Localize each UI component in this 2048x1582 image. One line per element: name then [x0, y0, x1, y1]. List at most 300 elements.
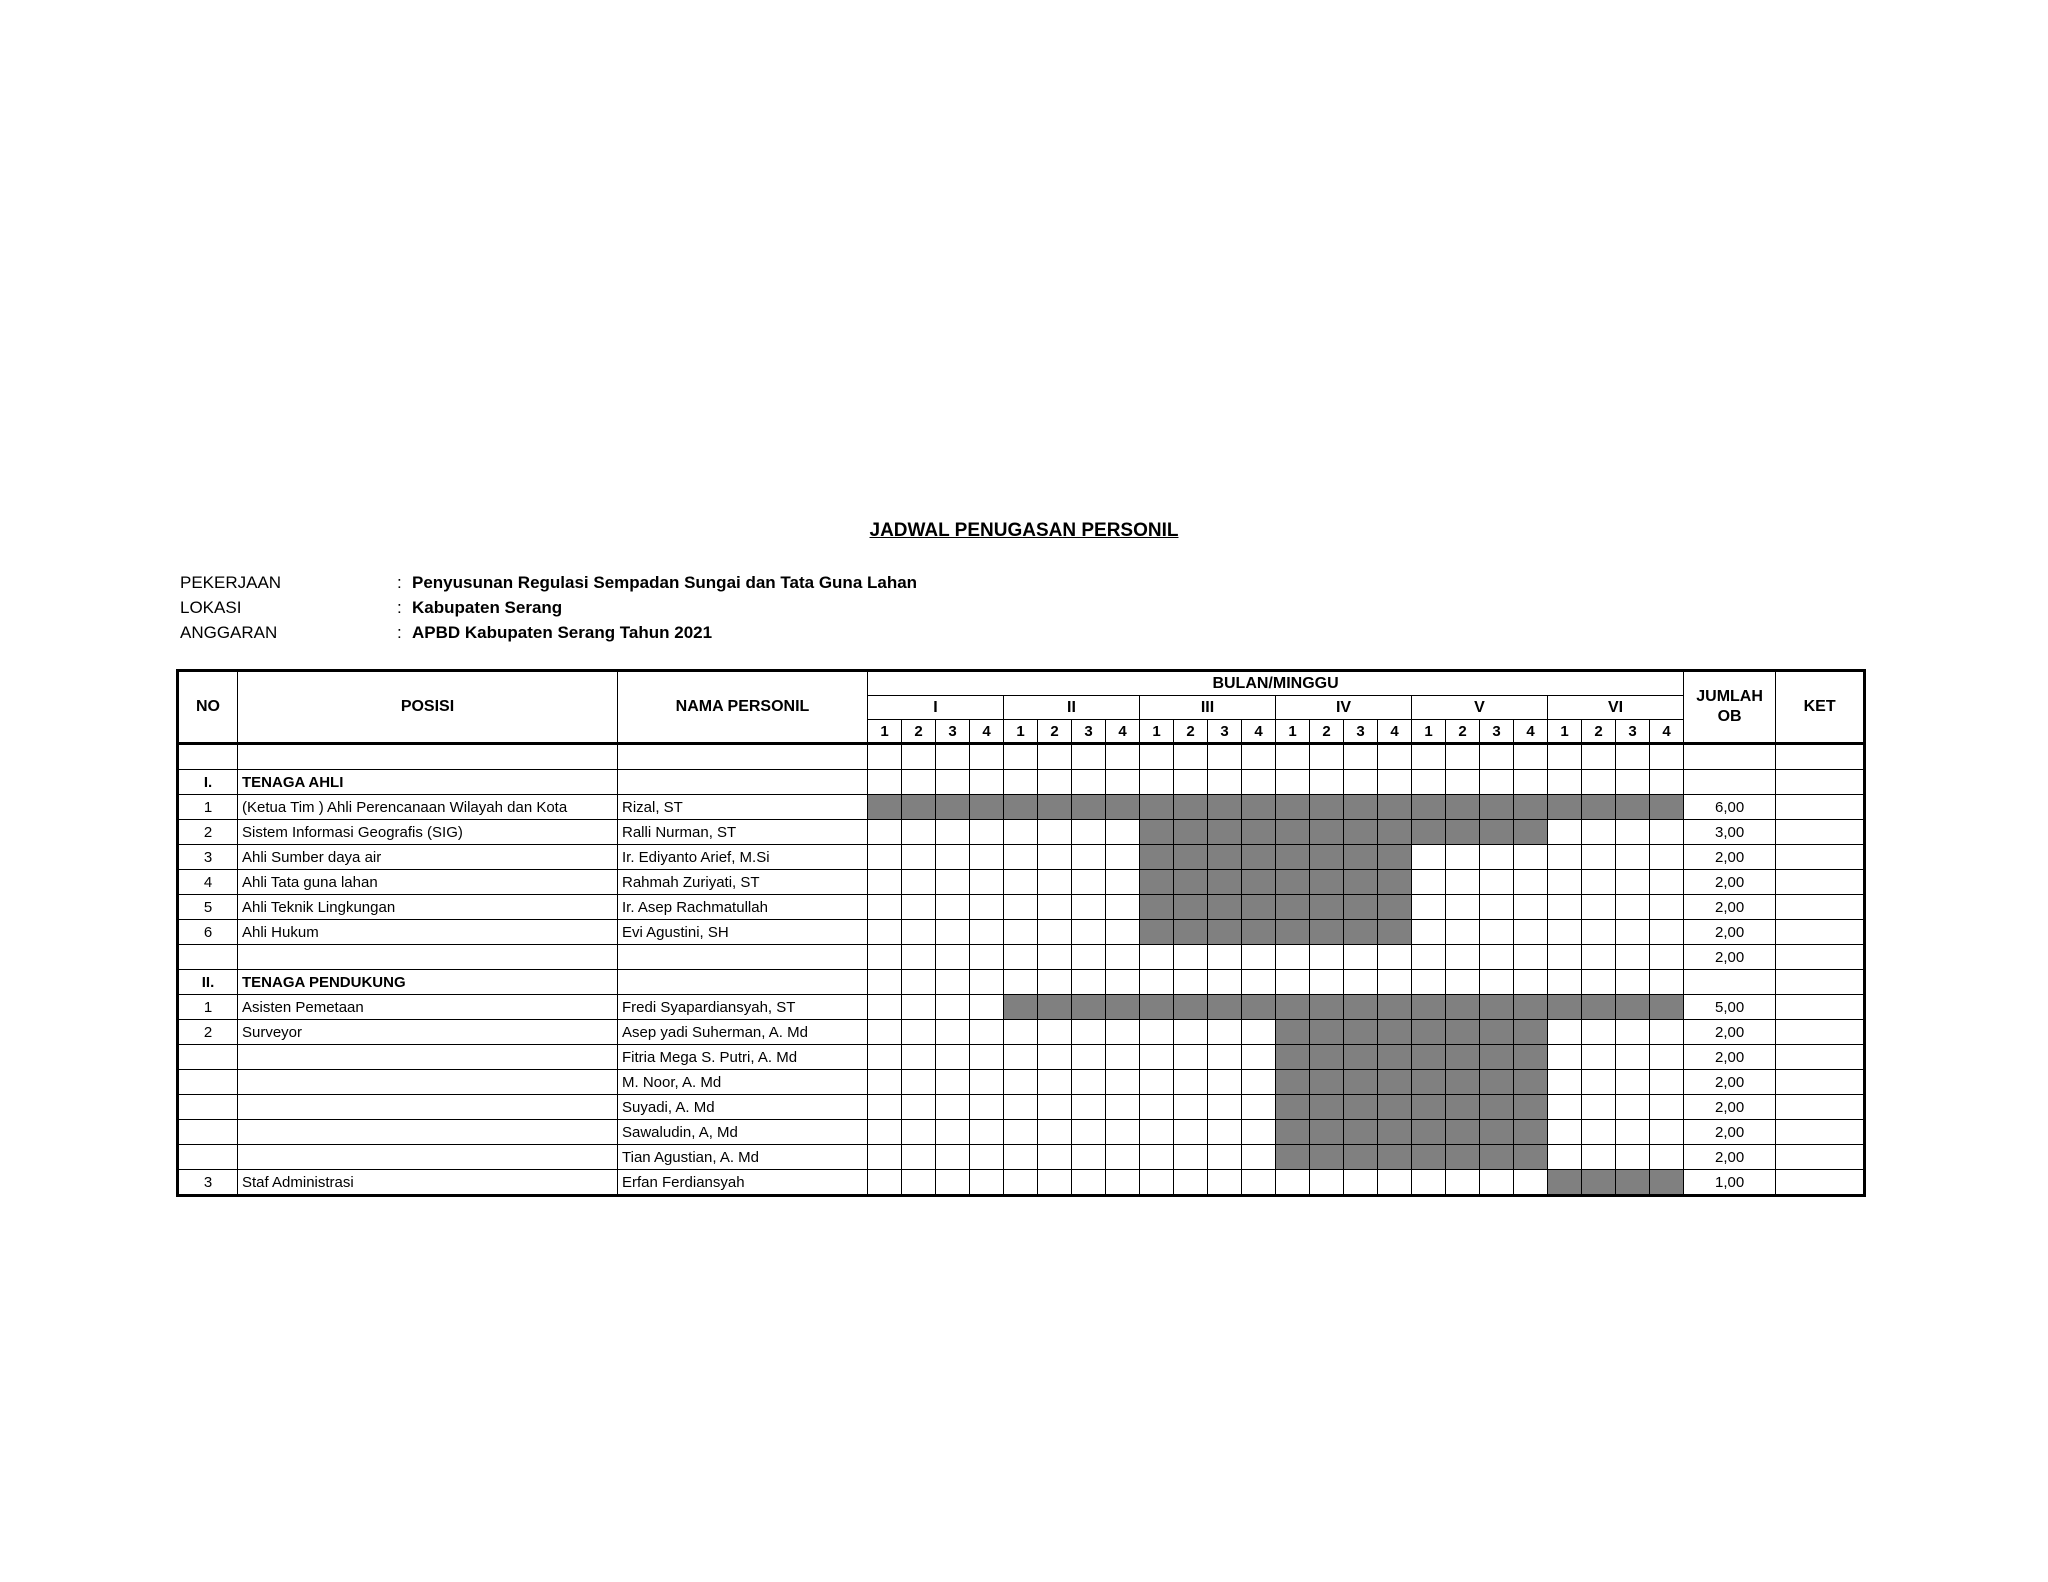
schedule-cell	[868, 970, 902, 995]
schedule-cell-active	[1276, 820, 1310, 845]
cell-ket	[1776, 845, 1865, 870]
schedule-cell	[1514, 920, 1548, 945]
schedule-cell-active	[1242, 795, 1276, 820]
cell-jumlah-ob: 6,00	[1684, 795, 1776, 820]
schedule-cell	[1582, 870, 1616, 895]
schedule-cell	[936, 1095, 970, 1120]
schedule-cell	[1412, 870, 1446, 895]
month-header: I	[868, 696, 1004, 720]
schedule-cell	[1140, 1095, 1174, 1120]
table-row	[178, 1120, 1865, 1145]
schedule-cell	[868, 920, 902, 945]
week-header: 1	[868, 720, 902, 744]
schedule-cell	[936, 920, 970, 945]
table-row	[178, 995, 1865, 1020]
schedule-cell	[902, 1095, 936, 1120]
schedule-cell-active	[1174, 845, 1208, 870]
schedule-cell-active	[1276, 845, 1310, 870]
cell-ket	[1776, 1070, 1865, 1095]
schedule-cell-active	[1514, 1095, 1548, 1120]
schedule-cell	[1378, 1170, 1412, 1196]
schedule-cell	[902, 1070, 936, 1095]
schedule-cell	[902, 1170, 936, 1196]
schedule-cell	[1242, 970, 1276, 995]
cell-no: 3	[178, 1170, 238, 1196]
schedule-cell-active	[1310, 1045, 1344, 1070]
schedule-cell	[1446, 970, 1480, 995]
schedule-cell	[1480, 770, 1514, 795]
schedule-cell-active	[1514, 1020, 1548, 1045]
schedule-cell	[1208, 1170, 1242, 1196]
schedule-cell-active	[1514, 1045, 1548, 1070]
schedule-cell	[868, 1095, 902, 1120]
schedule-cell	[1344, 770, 1378, 795]
schedule-cell	[1650, 1045, 1684, 1070]
header-no: NO	[178, 671, 238, 744]
schedule-cell-active	[1310, 1145, 1344, 1170]
schedule-cell	[868, 1020, 902, 1045]
schedule-cell	[1650, 1145, 1684, 1170]
cell-nama-personil: Rahmah Zuriyati, ST	[618, 870, 868, 895]
schedule-cell	[1208, 1145, 1242, 1170]
schedule-cell	[1650, 1020, 1684, 1045]
schedule-cell	[1106, 1045, 1140, 1070]
info-colon: :	[397, 598, 402, 617]
schedule-cell	[1004, 970, 1038, 995]
schedule-cell-active	[1038, 795, 1072, 820]
schedule-cell	[1548, 895, 1582, 920]
cell-jumlah-ob: 2,00	[1684, 895, 1776, 920]
schedule-cell	[970, 1020, 1004, 1045]
cell-no: 3	[178, 845, 238, 870]
schedule-cell	[1106, 1120, 1140, 1145]
schedule-cell-active	[1650, 995, 1684, 1020]
schedule-cell-active	[1480, 1120, 1514, 1145]
schedule-cell-active	[1378, 1070, 1412, 1095]
schedule-cell	[970, 970, 1004, 995]
schedule-cell	[970, 920, 1004, 945]
schedule-cell-active	[1310, 1020, 1344, 1045]
schedule-cell	[1616, 845, 1650, 870]
schedule-cell-active	[1480, 1095, 1514, 1120]
schedule-cell	[1310, 770, 1344, 795]
schedule-cell	[1514, 770, 1548, 795]
schedule-cell	[1208, 970, 1242, 995]
schedule-cell-active	[1242, 870, 1276, 895]
schedule-cell	[1582, 920, 1616, 945]
schedule-cell-active	[1378, 870, 1412, 895]
schedule-cell	[1412, 744, 1446, 770]
schedule-cell	[1072, 1095, 1106, 1120]
schedule-cell	[1650, 870, 1684, 895]
schedule-cell	[1582, 1145, 1616, 1170]
cell-nama-personil	[618, 945, 868, 970]
schedule-cell	[1038, 845, 1072, 870]
table-row	[178, 1095, 1865, 1120]
schedule-cell	[1242, 744, 1276, 770]
cell-no: 5	[178, 895, 238, 920]
table-row	[178, 1145, 1865, 1170]
schedule-cell	[1310, 744, 1344, 770]
schedule-cell	[902, 1020, 936, 1045]
schedule-cell-active	[1310, 920, 1344, 945]
cell-ket	[1776, 795, 1865, 820]
schedule-cell	[1072, 945, 1106, 970]
schedule-cell-active	[1616, 995, 1650, 1020]
schedule-cell	[936, 770, 970, 795]
schedule-cell-active	[1344, 820, 1378, 845]
schedule-cell	[1004, 1120, 1038, 1145]
schedule-cell-active	[1140, 795, 1174, 820]
schedule-cell-active	[1310, 995, 1344, 1020]
cell-no: 4	[178, 870, 238, 895]
schedule-cell	[1106, 1170, 1140, 1196]
schedule-cell-active	[1174, 895, 1208, 920]
cell-no	[178, 945, 238, 970]
table-row	[178, 970, 1865, 995]
schedule-cell	[1446, 770, 1480, 795]
schedule-cell	[1072, 770, 1106, 795]
week-header: 1	[1548, 720, 1582, 744]
schedule-cell-active	[1412, 1045, 1446, 1070]
cell-no: 1	[178, 995, 238, 1020]
cell-ket	[1776, 1145, 1865, 1170]
schedule-cell	[1208, 1045, 1242, 1070]
schedule-cell	[1616, 1020, 1650, 1045]
schedule-cell-active	[1548, 995, 1582, 1020]
header-jumlah-ob	[1684, 671, 1776, 744]
schedule-cell	[1548, 1070, 1582, 1095]
cell-posisi	[238, 1120, 618, 1145]
schedule-cell	[1174, 1095, 1208, 1120]
cell-nama-personil: Fitria Mega S. Putri, A. Md	[618, 1045, 868, 1070]
schedule-cell-active	[1242, 820, 1276, 845]
table-row	[178, 1170, 1865, 1196]
schedule-cell	[1140, 1045, 1174, 1070]
schedule-cell-active	[1378, 795, 1412, 820]
schedule-cell	[1242, 1145, 1276, 1170]
week-header: 3	[1344, 720, 1378, 744]
schedule-cell	[1582, 1120, 1616, 1145]
schedule-cell	[1548, 770, 1582, 795]
month-header: VI	[1548, 696, 1684, 720]
schedule-cell	[1378, 945, 1412, 970]
schedule-cell	[970, 995, 1004, 1020]
header-posisi: POSISI	[238, 671, 618, 744]
week-header: 4	[1378, 720, 1412, 744]
schedule-cell-active	[1276, 1070, 1310, 1095]
schedule-cell-active	[1446, 1020, 1480, 1045]
cell-ket	[1776, 895, 1865, 920]
cell-ket	[1776, 920, 1865, 945]
schedule-cell	[1140, 970, 1174, 995]
schedule-cell-active	[936, 795, 970, 820]
cell-ket	[1776, 945, 1865, 970]
schedule-cell	[868, 1120, 902, 1145]
week-header: 1	[1276, 720, 1310, 744]
schedule-cell	[1242, 770, 1276, 795]
cell-jumlah-ob: 2,00	[1684, 1120, 1776, 1145]
schedule-cell	[1480, 945, 1514, 970]
schedule-cell-active	[1378, 1020, 1412, 1045]
cell-posisi	[238, 945, 618, 970]
cell-ket	[1776, 1095, 1865, 1120]
schedule-cell	[1072, 744, 1106, 770]
schedule-cell	[1140, 1120, 1174, 1145]
schedule-cell	[1412, 1170, 1446, 1196]
schedule-cell-active	[1582, 995, 1616, 1020]
schedule-cell	[1140, 945, 1174, 970]
cell-posisi	[238, 1095, 618, 1120]
schedule-cell-active	[1446, 1095, 1480, 1120]
schedule-cell-active	[1140, 895, 1174, 920]
schedule-cell	[1072, 920, 1106, 945]
schedule-cell	[1004, 820, 1038, 845]
schedule-cell	[1582, 970, 1616, 995]
schedule-cell-active	[1276, 895, 1310, 920]
schedule-cell	[1004, 895, 1038, 920]
cell-nama-personil: M. Noor, A. Md	[618, 1070, 868, 1095]
week-header: 3	[1616, 720, 1650, 744]
schedule-cell	[1650, 920, 1684, 945]
schedule-cell	[1038, 1020, 1072, 1045]
schedule-cell-active	[1378, 1120, 1412, 1145]
cell-no	[178, 1045, 238, 1070]
cell-jumlah-ob	[1684, 744, 1776, 770]
cell-nama-personil: Sawaludin, A, Md	[618, 1120, 868, 1145]
schedule-cell	[1072, 1070, 1106, 1095]
table-row	[178, 770, 1865, 795]
schedule-cell-active	[1378, 845, 1412, 870]
schedule-cell-active	[1480, 820, 1514, 845]
info-value: APBD Kabupaten Serang Tahun 2021	[412, 623, 713, 642]
schedule-cell-active	[1174, 820, 1208, 845]
schedule-cell	[1038, 920, 1072, 945]
cell-nama-personil: Evi Agustini, SH	[618, 920, 868, 945]
schedule-cell	[868, 845, 902, 870]
schedule-cell	[1038, 870, 1072, 895]
schedule-cell	[970, 1145, 1004, 1170]
schedule-cell	[1106, 1145, 1140, 1170]
cell-jumlah-ob: 1,00	[1684, 1170, 1776, 1196]
schedule-cell	[1582, 1045, 1616, 1070]
schedule-cell	[970, 1095, 1004, 1120]
week-header: 2	[1446, 720, 1480, 744]
schedule-cell-active	[1412, 995, 1446, 1020]
schedule-cell-active	[1038, 995, 1072, 1020]
schedule-cell	[1140, 744, 1174, 770]
info-colon: :	[397, 573, 402, 592]
schedule-cell	[902, 1145, 936, 1170]
month-header: V	[1412, 696, 1548, 720]
schedule-cell	[1038, 1045, 1072, 1070]
month-header: III	[1140, 696, 1276, 720]
schedule-cell	[1174, 945, 1208, 970]
week-header: 4	[970, 720, 1004, 744]
schedule-cell	[1106, 744, 1140, 770]
schedule-cell-active	[1514, 995, 1548, 1020]
schedule-cell	[1480, 744, 1514, 770]
schedule-cell	[1038, 744, 1072, 770]
schedule-cell-active	[1480, 1045, 1514, 1070]
schedule-cell	[1412, 895, 1446, 920]
week-header: 1	[1140, 720, 1174, 744]
schedule-cell	[1038, 970, 1072, 995]
schedule-cell-active	[1378, 820, 1412, 845]
schedule-cell	[1616, 870, 1650, 895]
cell-no: II.	[178, 970, 238, 995]
schedule-cell	[1276, 770, 1310, 795]
schedule-cell	[1004, 1145, 1038, 1170]
schedule-cell	[1038, 895, 1072, 920]
schedule-cell-active	[1514, 1070, 1548, 1095]
schedule-cell	[970, 1045, 1004, 1070]
schedule-cell-active	[1072, 795, 1106, 820]
schedule-cell	[1514, 845, 1548, 870]
schedule-cell	[1616, 1145, 1650, 1170]
schedule-cell-active	[1276, 1145, 1310, 1170]
schedule-cell	[1038, 1120, 1072, 1145]
schedule-cell	[1344, 945, 1378, 970]
schedule-cell	[1208, 1020, 1242, 1045]
cell-nama-personil: Tian Agustian, A. Md	[618, 1145, 868, 1170]
schedule-cell	[970, 945, 1004, 970]
schedule-cell	[1548, 1045, 1582, 1070]
schedule-cell-active	[1412, 1145, 1446, 1170]
cell-jumlah-ob	[1684, 770, 1776, 795]
schedule-cell	[1072, 845, 1106, 870]
schedule-cell	[1174, 1020, 1208, 1045]
schedule-cell	[1106, 820, 1140, 845]
cell-no: I.	[178, 770, 238, 795]
schedule-cell-active	[1480, 995, 1514, 1020]
week-header: 2	[1038, 720, 1072, 744]
schedule-cell	[1242, 1045, 1276, 1070]
schedule-cell	[1446, 870, 1480, 895]
schedule-cell-active	[1004, 795, 1038, 820]
schedule-cell	[936, 845, 970, 870]
schedule-cell-active	[1480, 795, 1514, 820]
schedule-cell	[902, 820, 936, 845]
schedule-cell	[1004, 744, 1038, 770]
schedule-cell	[1072, 820, 1106, 845]
schedule-cell-active	[1276, 795, 1310, 820]
schedule-cell	[1174, 1170, 1208, 1196]
schedule-cell	[970, 895, 1004, 920]
schedule-cell	[1412, 970, 1446, 995]
schedule-cell-active	[1344, 795, 1378, 820]
schedule-cell	[902, 1120, 936, 1145]
cell-nama-personil	[618, 970, 868, 995]
schedule-cell	[1242, 945, 1276, 970]
schedule-cell	[1412, 770, 1446, 795]
schedule-cell	[1310, 945, 1344, 970]
schedule-cell	[1582, 820, 1616, 845]
schedule-cell	[1174, 1145, 1208, 1170]
schedule-cell	[1446, 744, 1480, 770]
schedule-cell	[1038, 770, 1072, 795]
schedule-cell-active	[1446, 820, 1480, 845]
schedule-cell	[1174, 744, 1208, 770]
schedule-cell	[1072, 1045, 1106, 1070]
schedule-cell-active	[1344, 1095, 1378, 1120]
schedule-cell-active	[1140, 870, 1174, 895]
schedule-cell	[1242, 1070, 1276, 1095]
schedule-cell-active	[1208, 795, 1242, 820]
schedule-cell-active	[1208, 820, 1242, 845]
schedule-cell-active	[1344, 1120, 1378, 1145]
cell-posisi: Sistem Informasi Geografis (SIG)	[238, 820, 618, 845]
schedule-cell-active	[1446, 795, 1480, 820]
schedule-cell-active	[1344, 995, 1378, 1020]
cell-nama-personil	[618, 744, 868, 770]
schedule-cell-active	[1004, 995, 1038, 1020]
schedule-cell-active	[1446, 1045, 1480, 1070]
schedule-cell	[868, 820, 902, 845]
cell-jumlah-ob: 2,00	[1684, 1020, 1776, 1045]
schedule-cell-active	[1446, 1070, 1480, 1095]
schedule-cell	[936, 870, 970, 895]
cell-nama-personil: Ir. Asep Rachmatullah	[618, 895, 868, 920]
schedule-cell	[1208, 1095, 1242, 1120]
schedule-cell-active	[1208, 845, 1242, 870]
schedule-cell	[936, 945, 970, 970]
table-row	[178, 945, 1865, 970]
document-title: JADWAL PENUGASAN PERSONIL	[869, 520, 1179, 541]
cell-posisi	[238, 1045, 618, 1070]
cell-ket	[1776, 1020, 1865, 1045]
schedule-cell	[1106, 895, 1140, 920]
schedule-cell	[1072, 870, 1106, 895]
schedule-cell	[1242, 1120, 1276, 1145]
schedule-cell	[868, 1045, 902, 1070]
schedule-cell	[1140, 1145, 1174, 1170]
week-header: 4	[1242, 720, 1276, 744]
schedule-cell-active	[1242, 995, 1276, 1020]
table-header	[178, 671, 1865, 744]
info-label: PEKERJAAN	[180, 573, 282, 592]
schedule-cell	[1548, 970, 1582, 995]
schedule-cell	[1276, 970, 1310, 995]
schedule-cell	[1480, 920, 1514, 945]
schedule-cell	[902, 920, 936, 945]
table-row	[178, 895, 1865, 920]
schedule-cell	[1140, 770, 1174, 795]
cell-jumlah-ob: 2,00	[1684, 1095, 1776, 1120]
schedule-cell	[1446, 945, 1480, 970]
schedule-cell	[1208, 945, 1242, 970]
header-nama: NAMA PERSONIL	[618, 671, 868, 744]
schedule-cell	[1548, 1095, 1582, 1120]
cell-no: 2	[178, 820, 238, 845]
schedule-cell	[1208, 770, 1242, 795]
schedule-cell	[868, 1170, 902, 1196]
schedule-cell	[1004, 870, 1038, 895]
cell-posisi: Ahli Teknik Lingkungan	[238, 895, 618, 920]
cell-posisi: Ahli Hukum	[238, 920, 618, 945]
cell-no: 6	[178, 920, 238, 945]
schedule-cell-active	[970, 795, 1004, 820]
schedule-cell	[1106, 945, 1140, 970]
schedule-cell	[1004, 845, 1038, 870]
schedule-cell	[1174, 970, 1208, 995]
info-label: LOKASI	[180, 598, 242, 617]
schedule-cell-active	[1412, 1120, 1446, 1145]
schedule-cell-active	[1276, 920, 1310, 945]
schedule-cell-active	[1650, 795, 1684, 820]
cell-posisi	[238, 744, 618, 770]
schedule-cell	[1072, 970, 1106, 995]
